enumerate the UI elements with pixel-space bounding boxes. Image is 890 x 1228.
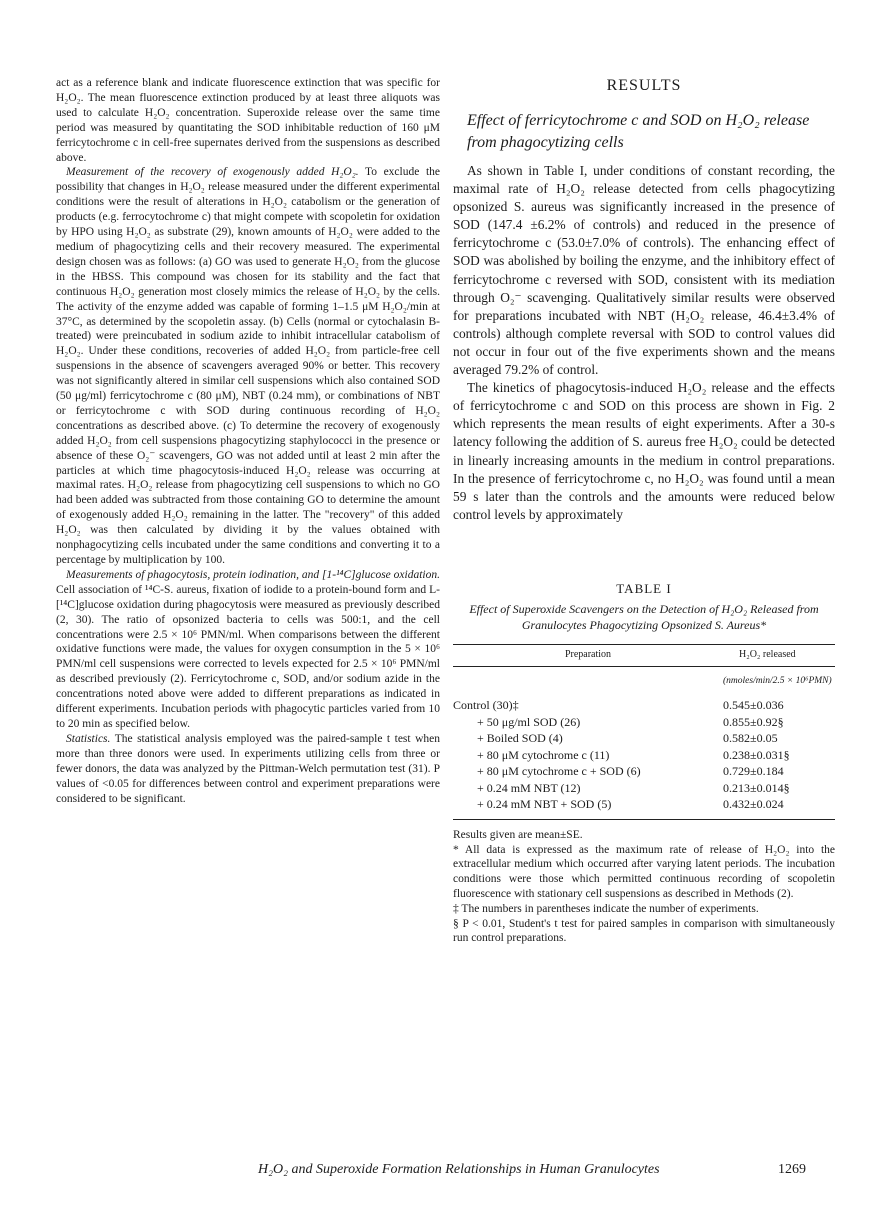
note-section: § P < 0.01, Student's t test for paired samples in comparison with simultaneously run control preparations.	[453, 917, 835, 945]
paragraph-recovery-body: To exclude the possibility that changes in H₂O₂ release measured under the different experimental conditions were the result of alterations in H₂O₂ catabolism or the generation of products (e.g. ferrocytochrome c) that might compete with scopoletin for oxidation by HPO using H₂O₂ as substrate (29), known amounts of H₂O₂ were added to the medium of phagocytizing cells and their recovery measured. The experimental design chosen was as follows: (a) GO was used to generate H₂O₂ from the glucose in the HBSS. This compound was chosen for its stability and the fact that continuous H₂O₂ generation most closely mimics the release of H₂O₂ by the cells. The activity of the enzyme added was capable of forming 1–1.5 μM H₂O₂/min at 37°C, as determined by the scopoletin assay. (b) Cells (normal or cytochalasin B-treated) were preincubated in sodium azide to inhibit intracellular catabolism of H₂O₂. Under these conditions, recoveries of added H₂O₂ from particle-free cell suspensions in the absence of scavengers averaged 90% or better. This recovery was not significantly altered in similar cell suspensions which also contained SOD (50 μg/ml) ferricytochrome c (80 μM), NBT (0.24 mm), or combinations of NBT or ferricytochrome c with SOD during continuous recording of H₂O₂ concentrations as described above. (c) To determine the recovery of exogenously added H₂O₂ from cell suspensions phagocytizing staphylococci in the presence or absence of these O₂⁻ scavengers, GO was not added until at least 2 min after the particles at which time phagocytosis-induced H₂O₂ release was occurring at maximal rates. H₂O₂ release from phagocytizing cell suspensions to which no GO had been added was subtracted from those containing GO to determine the amount of exogenously added H₂O₂ remaining in the latter. The "recovery" of this added H₂O₂ was then calculated by dividing it by the values obtained with nonphagocytizing cells incubated under the same conditions and converting it to a percentage by multiplication by 100.	[56, 166, 440, 566]
row-preparation: + 0.24 mM NBT (12)	[477, 780, 581, 795]
paragraph-statistics-body: The statistical analysis employed was the paired-sample t test when more than three donors were used. In experiments utilizing cells from three or fewer donors, the data was analyzed by the Pittman-Welch permutation test (31). P values of <0.05 for differences between control and experiment preparations were considered to be significant.	[56, 732, 440, 805]
row-value: 0.582±0.05	[723, 731, 778, 746]
table-row	[453, 747, 835, 764]
paragraph-fluorescence: act as a reference blank and indicate fluorescence extinction that was specific for H₂O₂. The mean fluorescence extinction produced by at least three aliquots was used to calculate H₂O₂ concentration. Superoxide release over the same time period was measured by quantitating the SOD inhibitable reduction of 160 μM ferricytochrome c in cell-free supernates derived from the suspensions as described above.	[56, 77, 440, 164]
table-row	[453, 714, 835, 731]
row-preparation: + Boiled SOD (4)	[477, 731, 563, 746]
subsection-heading: Effect of ferricytochrome c and SOD on H₂O₂ release from phagocytizing cells	[467, 112, 810, 151]
note-dagger: ‡ The numbers in parentheses indicate the number of experiments.	[453, 902, 759, 915]
table-row	[453, 796, 835, 819]
row-value: 0.729±0.184	[723, 764, 784, 779]
table-row	[453, 780, 835, 797]
paragraph-phagocytosis	[56, 568, 440, 732]
row-preparation: Control (30)‡	[453, 698, 519, 713]
units-label: (nmoles/min/2.5 × 10⁶PMN)	[723, 666, 835, 697]
row-value: 0.238±0.031§	[723, 747, 790, 762]
table-notes	[453, 828, 835, 946]
column-header-preparation: Preparation	[453, 644, 723, 666]
row-value: 0.213±0.014§	[723, 780, 790, 795]
note-star: * All data is expressed as the maximum rate of release of H₂O₂ into the extracellular medium which occurred after varying latent periods. The incubation conditions were those which permitted continuous recording of scopoletin fluorescence with stationary cell suspensions as described in Methods (2).	[453, 843, 835, 901]
results-table	[453, 644, 835, 820]
results-paragraph-2: The kinetics of phagocytosis-induced H₂O₂ release and the effects of ferricytochrome c and SOD on this process are shown in Fig. 2 which represents the mean results of eight experiments. After a 30-s latency following the addition of S. aureus free H₂O₂ could be detected in linearly increasing amounts in the medium in control preparations. In the presence of ferricytochrome c, no H₂O₂ was found until a mean 59 s later than the controls and the amounts were reduced below control levels by approximately	[453, 380, 835, 522]
left-column	[56, 76, 440, 806]
row-preparation: + 0.24 mM NBT + SOD (5)	[477, 797, 612, 812]
paragraph-recovery	[56, 165, 440, 567]
column-header-released: H₂O₂ released	[723, 644, 835, 666]
units-spacer	[453, 666, 723, 697]
row-value: 0.545±0.036	[723, 698, 784, 713]
row-value: 0.855±0.92§	[723, 714, 784, 729]
table-title: TABLE I	[616, 580, 672, 596]
running-title: H₂O₂ and Superoxide Formation Relationships in Human Granulocytes	[258, 1162, 660, 1177]
table-caption: Effect of Superoxide Scavengers on the Detection of H₂O₂ Released from Granulocytes Phagocytizing Opsonized S. Aureus*	[469, 601, 819, 633]
row-preparation: + 80 μM cytochrome c (11)	[477, 747, 610, 762]
paragraph-phagocytosis-body: Cell association of ¹⁴C-S. aureus, fixation of iodide to a protein-bound form and L-[¹⁴C]glucose oxidation during phagocytosis were measured as previously described (2, 30). The ratio of opsonized bacteria to cells was 500:1, and the cell concentrations were 2.5 × 10⁶ PMN/ml. When comparisons between the different oxidative functions were made, the values for oxygen consumption in the 5 × 10⁶ PMN/ml cell suspensions were corrected to levels expected for 2.5 × 10⁶ PMN/ml as described previously (2). Ferricytochrome c, SOD, and/or sodium azide in the concentrations noted above were added to different preparations as indicated in different experiments. Incubation periods with phagocytic particles varied from 10 to 20 min as specified below.	[56, 583, 440, 730]
table-row	[453, 730, 835, 747]
note-results: Results given are mean±SE.	[453, 828, 583, 841]
section-heading: RESULTS	[606, 77, 682, 94]
runin-head-statistics: Statistics.	[66, 732, 111, 745]
table-row	[453, 763, 835, 780]
runin-head-recovery: Measurement of the recovery of exogenously added H₂O₂.	[66, 166, 359, 179]
row-value: 0.432±0.024	[723, 797, 784, 812]
runin-head-phagocytosis: Measurements of phagocytosis, protein iodination, and [1-¹⁴C]glucose oxidation.	[66, 568, 440, 581]
table-row	[453, 697, 835, 714]
page-number: 1269	[778, 1162, 806, 1177]
right-column	[453, 76, 835, 946]
results-paragraph-1: As shown in Table I, under conditions of constant recording, the maximal rate of H₂O₂ release detected from cells phagocytizing opsonized S. aureus was significantly increased in the presence of SOD (147.4 ±6.2% of controls) and reduced in the presence of ferricytochrome c (53.0±7.0% of controls). The enhancing effect of SOD was abolished by boiling the enzyme, and the inhibitory effect of ferricytochrome c reversed with SOD, consistent with its mediation through O₂⁻ scavenging. Qualitatively similar results were observed for preparations incubated with NBT (H₂O₂ release, 46.4±3.4% of controls) although complete reversal with SOD to control values did not occur in four out of the five experiments shown and the means averaged 79.2% of control.	[453, 163, 835, 378]
paragraph-statistics	[56, 732, 440, 807]
row-preparation: + 80 μM cytochrome c + SOD (6)	[477, 764, 641, 779]
row-preparation: + 50 μg/ml SOD (26)	[477, 714, 581, 729]
